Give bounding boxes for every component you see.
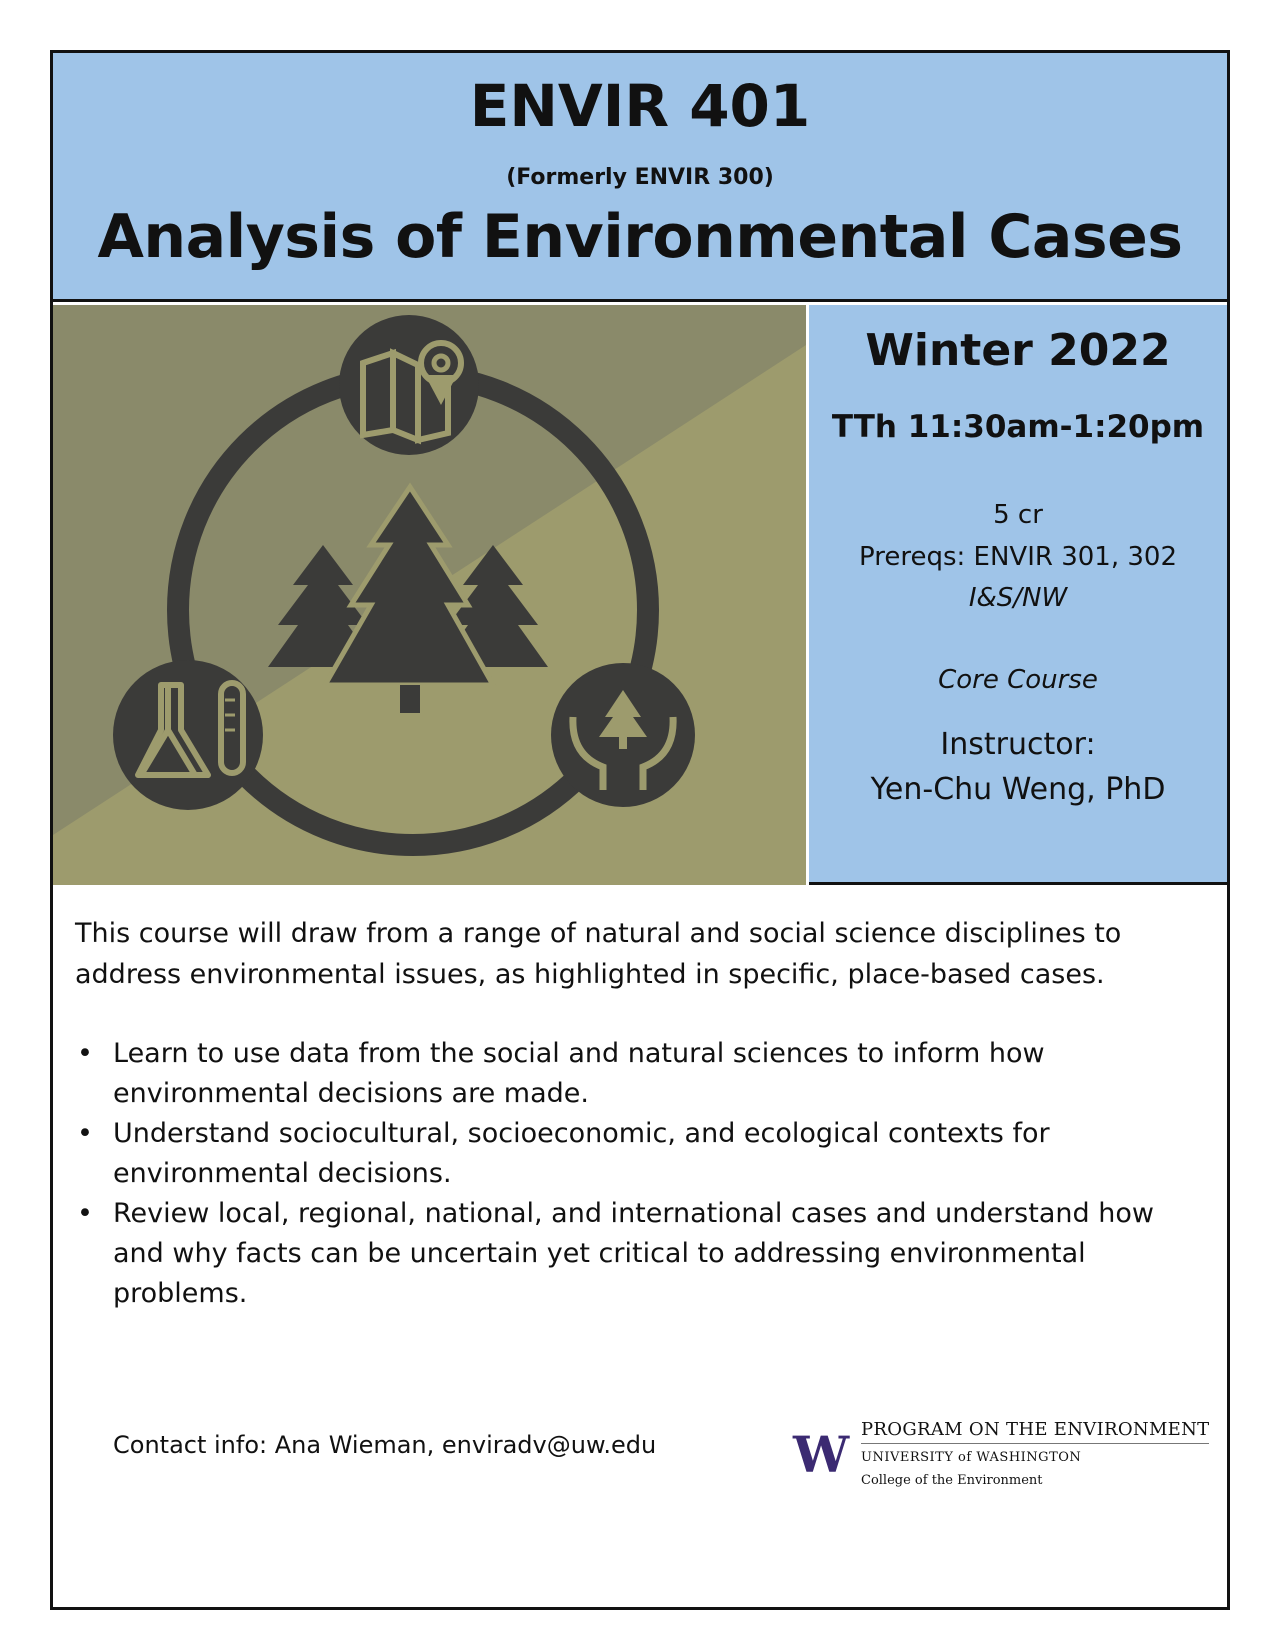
list-item-text: Review local, regional, national, and international cases and understand how and why facts can be uncertain yet critical to addressing environmental problems. [113, 1198, 1154, 1309]
course-illustration [53, 305, 806, 885]
contact-info: Contact info: Ana Wieman, enviradv@uw.edu [113, 1431, 657, 1459]
lab-flask-icon [113, 660, 263, 810]
former-course-code: (Formerly ENVIR 300) [506, 165, 774, 190]
list-item-text: Learn to use data from the social and natural sciences to inform how environmental decisions are made. [113, 1038, 1045, 1109]
instructor-label: Instructor: [940, 727, 1096, 762]
header-banner [53, 53, 1227, 302]
hands-tree-icon [551, 663, 695, 807]
list-item [75, 1114, 1205, 1194]
map-pin-icon [339, 315, 479, 455]
course-title: Analysis of Environmental Cases [97, 202, 1183, 272]
schedule-panel [809, 305, 1227, 885]
prerequisites: Prereqs: ENVIR 301, 302 [859, 542, 1177, 572]
logo-text [861, 1419, 1209, 1488]
list-item-text: Understand sociocultural, socioeconomic, and ecological contexts for environmental decisions. [113, 1118, 1050, 1189]
instructor-name: Yen-Chu Weng, PhD [870, 772, 1166, 807]
credits: 5 cr [993, 500, 1043, 530]
core-course-label: Core Course [938, 665, 1098, 695]
list-item [75, 1034, 1205, 1114]
logo-college-name: College of the Environment [861, 1473, 1043, 1488]
flyer [50, 50, 1230, 1610]
gen-ed-designation: I&S/NW [968, 583, 1068, 613]
term: Winter 2022 [865, 325, 1171, 376]
learning-goals-list [75, 1034, 1205, 1314]
list-item [75, 1194, 1205, 1314]
bullet-marker: • [77, 1038, 93, 1069]
bullet-marker: • [77, 1198, 93, 1229]
course-description [75, 913, 1205, 1314]
logo-university-name: UNIVERSITY of WASHINGTON [861, 1450, 1082, 1465]
uw-w-logo-icon: W [793, 1425, 850, 1484]
uw-program-logo [793, 1419, 1210, 1499]
intro-paragraph: This course will draw from a range of natural and social science disciplines to address environmental issues, as highlighted in specific, place-based cases. [75, 918, 1122, 990]
bullet-marker: • [77, 1118, 93, 1149]
illustration-svg [53, 305, 806, 885]
course-code: ENVIR 401 [469, 72, 811, 140]
logo-program-name: PROGRAM ON THE ENVIRONMENT [861, 1419, 1209, 1444]
meeting-times: TTh 11:30am-1:20pm [831, 409, 1205, 445]
